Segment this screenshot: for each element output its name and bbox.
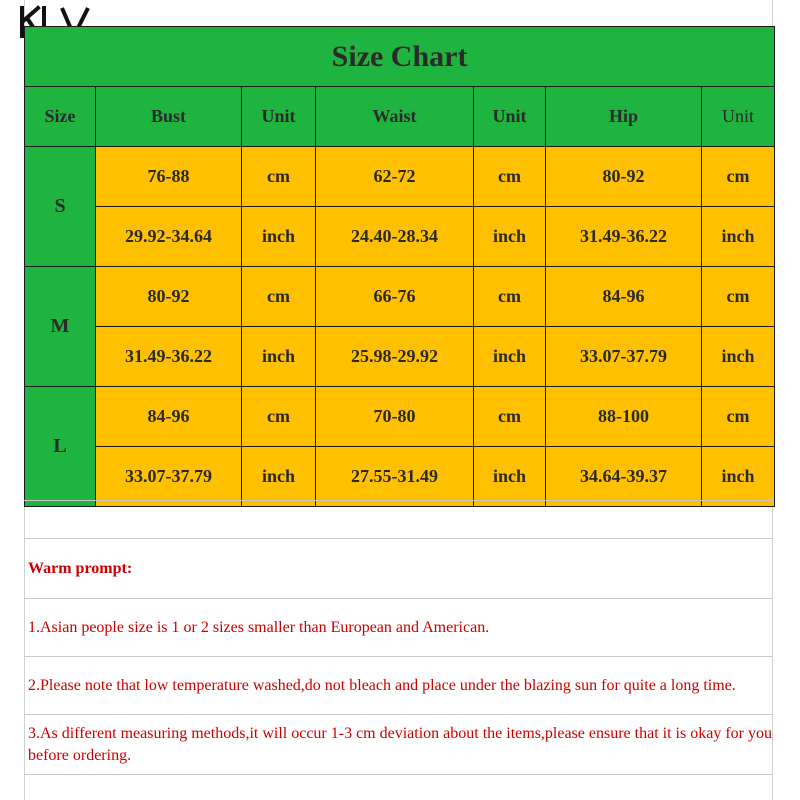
- unit-value: inch: [702, 447, 775, 507]
- unit-value: inch: [702, 327, 775, 387]
- unit-value: inch: [242, 447, 316, 507]
- unit-value: inch: [474, 207, 546, 267]
- bust-value: 33.07-37.79: [96, 447, 242, 507]
- notes-bottom: [24, 774, 773, 800]
- header-size: Size: [25, 87, 96, 147]
- bust-value: 29.92-34.64: [96, 207, 242, 267]
- header-row: [25, 87, 775, 147]
- waist-value: 66-76: [316, 267, 474, 327]
- table-row: [25, 207, 775, 267]
- unit-value: inch: [242, 327, 316, 387]
- header-unit: Unit: [702, 87, 775, 147]
- unit-value: cm: [474, 267, 546, 327]
- waist-value: 24.40-28.34: [316, 207, 474, 267]
- header-waist: Waist: [316, 87, 474, 147]
- hip-value: 31.49-36.22: [546, 207, 702, 267]
- header-bust: Bust: [96, 87, 242, 147]
- table-row: [25, 147, 775, 207]
- chart-title: Size Chart: [25, 27, 775, 87]
- header-hip: Hip: [546, 87, 702, 147]
- note-item-1: 1.Asian people size is 1 or 2 sizes smaller than European and American.: [24, 598, 773, 656]
- unit-value: cm: [702, 147, 775, 207]
- hip-value: 34.64-39.37: [546, 447, 702, 507]
- notes-section: [24, 500, 773, 800]
- unit-value: cm: [242, 387, 316, 447]
- note-item-3: 3.As different measuring methods,it will occur 1-3 cm deviation about the items,please ensure that it is okay for you before ordering.: [24, 714, 773, 774]
- unit-value: cm: [702, 387, 775, 447]
- notes-heading: Warm prompt:: [24, 538, 773, 598]
- table-row: [25, 327, 775, 387]
- waist-value: 27.55-31.49: [316, 447, 474, 507]
- bust-value: 76-88: [96, 147, 242, 207]
- unit-value: cm: [702, 267, 775, 327]
- notes-spacer: [24, 500, 773, 538]
- table-row: [25, 447, 775, 507]
- header-unit: Unit: [474, 87, 546, 147]
- size-label-s: S: [25, 147, 96, 267]
- unit-value: cm: [242, 147, 316, 207]
- size-label-m: M: [25, 267, 96, 387]
- unit-value: inch: [474, 447, 546, 507]
- unit-value: cm: [474, 387, 546, 447]
- unit-value: cm: [242, 267, 316, 327]
- size-chart-table: [24, 26, 775, 507]
- waist-value: 25.98-29.92: [316, 327, 474, 387]
- note-item-2: 2.Please note that low temperature washed,do not bleach and place under the blazing sun for quite a long time.: [24, 656, 773, 714]
- unit-value: inch: [702, 207, 775, 267]
- waist-value: 62-72: [316, 147, 474, 207]
- bust-value: 31.49-36.22: [96, 327, 242, 387]
- unit-value: inch: [242, 207, 316, 267]
- hip-value: 80-92: [546, 147, 702, 207]
- unit-value: inch: [474, 327, 546, 387]
- table-row: [25, 267, 775, 327]
- size-label-l: L: [25, 387, 96, 507]
- hip-value: 88-100: [546, 387, 702, 447]
- header-unit: Unit: [242, 87, 316, 147]
- bust-value: 84-96: [96, 387, 242, 447]
- waist-value: 70-80: [316, 387, 474, 447]
- hip-value: 33.07-37.79: [546, 327, 702, 387]
- bust-value: 80-92: [96, 267, 242, 327]
- unit-value: cm: [474, 147, 546, 207]
- table-row: [25, 387, 775, 447]
- hip-value: 84-96: [546, 267, 702, 327]
